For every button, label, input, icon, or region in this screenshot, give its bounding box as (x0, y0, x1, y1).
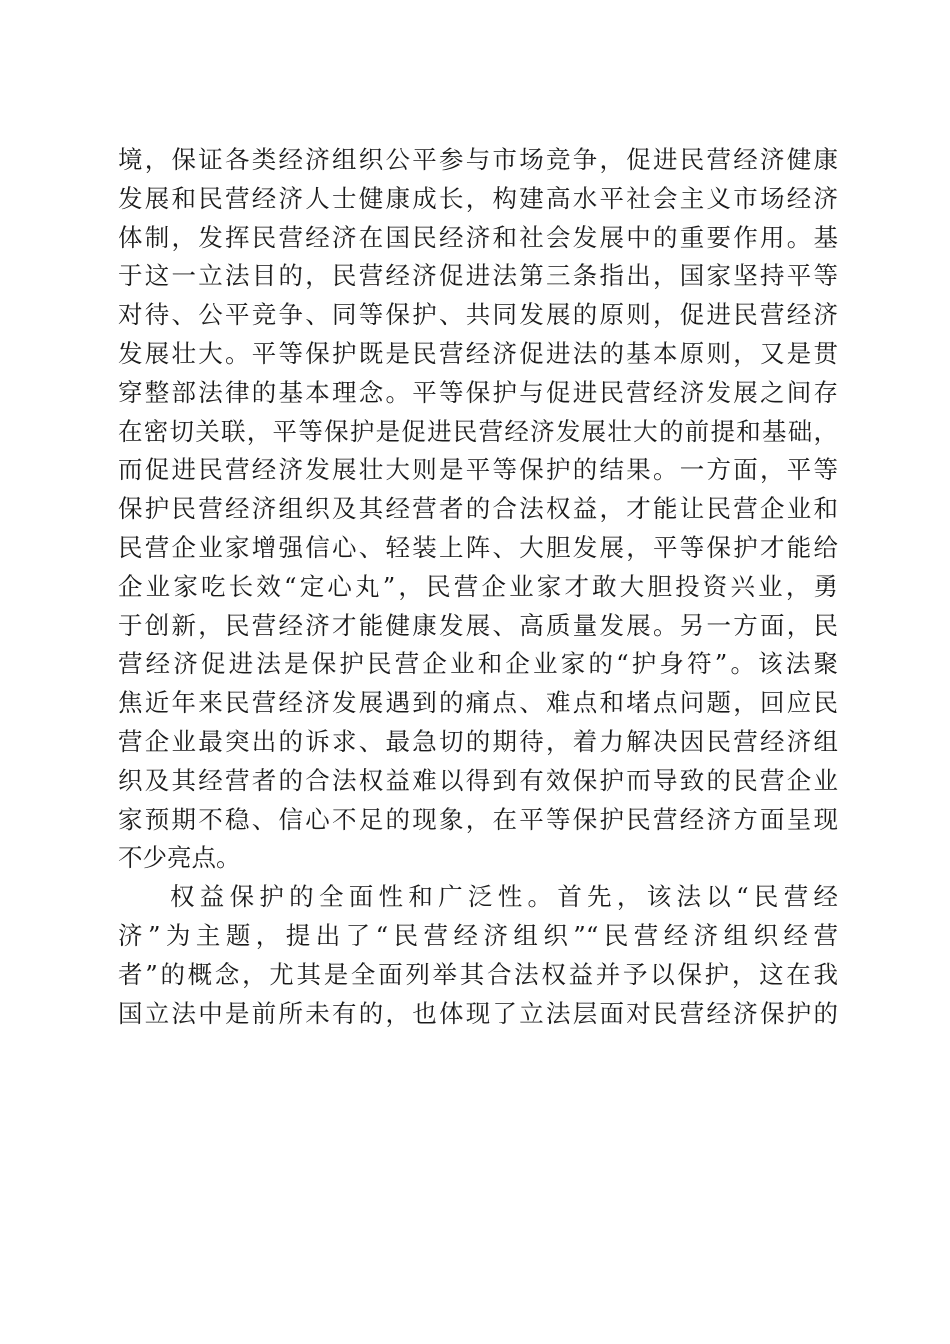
text-line: 济”为主题，提出了“民营经济组织”“民营经济组织经营 (118, 920, 838, 950)
text-line: 国立法中是前所未有的，也体现了立法层面对民营经济保护的 (118, 998, 838, 1028)
text-line: 家预期不稳、信心不足的现象，在平等保护民营经济方面呈现 (118, 804, 838, 834)
text-line: 体制，发挥民营经济在国民经济和社会发展中的重要作用。基 (118, 222, 838, 252)
text-line: 营经济促进法是保护民营企业和企业家的“护身符”。该法聚 (118, 649, 838, 679)
text-line: 民营企业家增强信心、轻装上阵、大胆发展，平等保护才能给 (118, 532, 838, 562)
text-line: 保护民营经济组织及其经营者的合法权益，才能让民营企业和 (118, 494, 838, 524)
text-line: 在密切关联，平等保护是促进民营经济发展壮大的前提和基础， (118, 416, 838, 446)
text-line: 焦近年来民营经济发展遇到的痛点、难点和堵点问题，回应民 (118, 688, 838, 718)
text-line: 营企业最突出的诉求、最急切的期待，着力解决因民营经济组 (118, 726, 838, 756)
document-body (118, 141, 838, 1033)
text-line: 对待、公平竞争、同等保护、共同发展的原则，促进民营经济 (118, 300, 838, 330)
text-line: 境，保证各类经济组织公平参与市场竞争，促进民营经济健康 (118, 145, 838, 174)
text-line: 发展和民营经济人士健康成长，构建高水平社会主义市场经济 (118, 183, 838, 213)
text-line: 权益保护的全面性和广泛性。首先，该法以“民营经 (170, 882, 838, 912)
text-line: 穿整部法律的基本理念。平等保护与促进民营经济发展之间存 (118, 377, 838, 407)
text-line: 企业家吃长效“定心丸”，民营企业家才敢大胆投资兴业，勇 (118, 571, 838, 601)
paragraph-1 (118, 141, 838, 878)
text-line: 织及其经营者的合法权益难以得到有效保护而导致的民营企业 (118, 765, 838, 795)
text-line: 不少亮点。 (118, 843, 241, 873)
text-line: 而促进民营经济发展壮大则是平等保护的结果。一方面，平等 (118, 455, 838, 485)
text-line: 者”的概念，尤其是全面列举其合法权益并予以保护，这在我 (118, 959, 838, 989)
text-line: 于这一立法目的，民营经济促进法第三条指出，国家坚持平等 (118, 261, 838, 291)
text-line: 于创新，民营经济才能健康发展、高质量发展。另一方面，民 (118, 610, 838, 640)
paragraph-2 (118, 878, 838, 1033)
text-line: 发展壮大。平等保护既是民营经济促进法的基本原则，又是贯 (118, 338, 838, 368)
